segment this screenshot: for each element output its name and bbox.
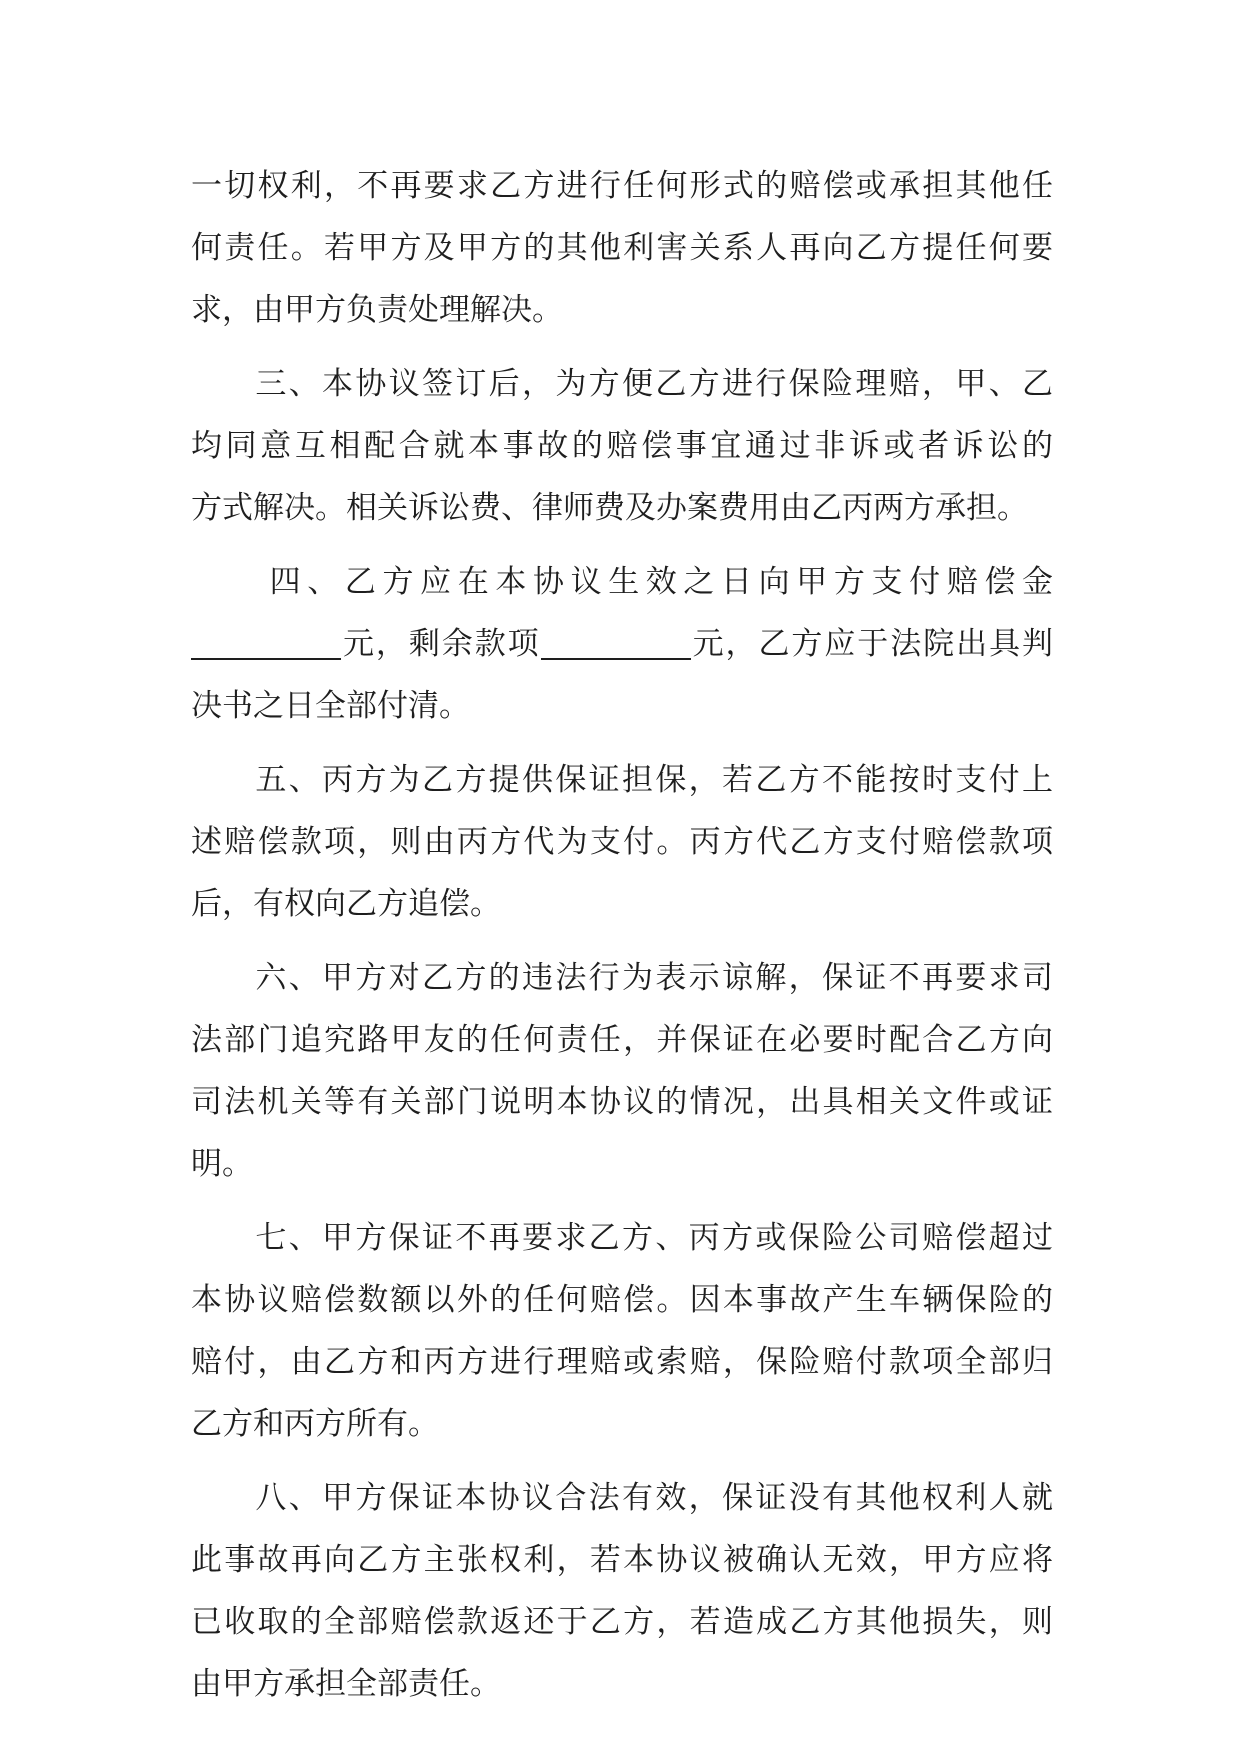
- text-line: [191, 749, 1053, 811]
- text-line: 已收取的全部赔偿款返还于乙方，若造成乙方其他损失，则: [191, 1604, 1053, 1640]
- text-line: 明。: [191, 1146, 253, 1182]
- text-line: 由甲方承担全部责任。: [191, 1666, 501, 1702]
- amount-blank-2: [541, 618, 691, 660]
- clause-4-line-1: 四、乙方应在本协议生效之日向甲方支付赔偿金: [263, 564, 1053, 600]
- document-page: [191, 155, 1053, 1715]
- clause-4-text-a: 元，剩余款项: [341, 626, 541, 662]
- text-line: 方式解决。相关诉讼费、律师费及办案费用由乙丙两方承担。: [191, 490, 1028, 526]
- clause-8-line-1: 八、甲方保证本协议合法有效，保证没有其他权利人就: [253, 1480, 1053, 1516]
- clause-7: [191, 1207, 1053, 1455]
- text-line: [191, 613, 1053, 675]
- text-line: [191, 353, 1053, 415]
- text-line: 一切权利，不再要求乙方进行任何形式的赔偿或承担其他任: [191, 168, 1053, 204]
- clause-7-line-1: 七、甲方保证不再要求乙方、丙方或保险公司赔偿超过: [253, 1220, 1053, 1256]
- text-line: 后，有权向乙方追偿。: [191, 886, 501, 922]
- text-line: [191, 1207, 1053, 1269]
- text-line: 司法机关等有关部门说明本协议的情况，出具相关文件或证: [191, 1084, 1053, 1120]
- clause-4-text-b: 元，乙方应于法院出具判: [690, 626, 1054, 662]
- text-line: [191, 551, 1053, 613]
- amount-blank-1: [191, 618, 341, 660]
- text-line: 何责任。若甲方及甲方的其他利害关系人再向乙方提任何要: [191, 230, 1053, 266]
- text-line: 均同意互相配合就本事故的赔偿事宜通过非诉或者诉讼的: [191, 428, 1053, 464]
- clause-3: [191, 353, 1053, 539]
- clause-6: [191, 947, 1053, 1195]
- clause-5: [191, 749, 1053, 935]
- clause-8: [191, 1467, 1053, 1715]
- clause-6-line-1: 六、甲方对乙方的违法行为表示谅解，保证不再要求司: [253, 960, 1053, 996]
- text-line: 法部门追究路甲友的任何责任，并保证在必要时配合乙方向: [191, 1022, 1053, 1058]
- clause-5-line-1: 五、丙方为乙方提供保证担保，若乙方不能按时支付上: [253, 762, 1053, 798]
- text-line: [191, 1467, 1053, 1529]
- text-line: 求，由甲方负责处理解决。: [191, 292, 563, 328]
- text-line: 本协议赔偿数额以外的任何赔偿。因本事故产生车辆保险的: [191, 1282, 1053, 1318]
- text-line: 乙方和丙方所有。: [191, 1406, 439, 1442]
- clause-3-line-1: 三、本协议签订后，为方便乙方进行保险理赔，甲、乙: [253, 366, 1053, 402]
- text-line: 此事故再向乙方主张权利，若本协议被确认无效，甲方应将: [191, 1542, 1053, 1578]
- text-line: 赔付，由乙方和丙方进行理赔或索赔，保险赔付款项全部归: [191, 1344, 1053, 1380]
- text-line: 决书之日全部付清。: [191, 688, 470, 724]
- paragraph-continued: [191, 155, 1053, 341]
- text-line: 述赔偿款项，则由丙方代为支付。丙方代乙方支付赔偿款项: [191, 824, 1053, 860]
- clause-4: [191, 551, 1053, 737]
- text-line: [191, 947, 1053, 1009]
